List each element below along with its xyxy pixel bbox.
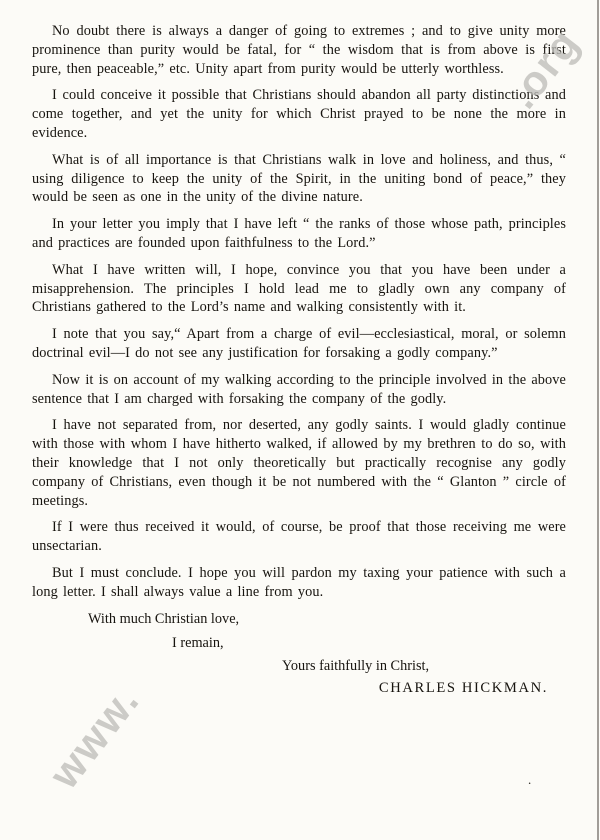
- paragraph: I could conceive it possible that Christians should abandon all party distinctions and come together, and yet the unity for which Christ prayed to be none the more in evidence.: [32, 87, 566, 141]
- closing-line-love: With much Christian love,: [88, 610, 240, 627]
- scan-edge-line: [597, 0, 599, 840]
- paragraph: Now it is on account of my walking according to the principle involved in the above sentence that I am charged with forsaking the company of the godly.: [32, 371, 566, 407]
- stray-ink-mark: .: [528, 772, 532, 787]
- paragraph: What I have written will, I hope, convince you that you have been under a misapprehension. The principles I hold lead me to gladly own any company of Christians gathered to the Lord’s name and walking consistently with it.: [32, 261, 566, 316]
- watermark-fragment-top: .org: [498, 19, 589, 117]
- closing-line-remain: I remain,: [172, 634, 224, 651]
- paragraph: I have not separated from, nor deserted, any godly saints. I would gladly continue with those with whom I have hitherto walked, if allowed by my brethren to do so, with their knowledge that I not only theoretically but practically recognise any godly company of Christians, even though it be not numbered with the “ Glanton ” circle of meetings.: [32, 417, 566, 509]
- watermark-fragment-bottom: www.: [40, 676, 149, 797]
- paragraph: What is of all importance is that Christians walk in love and holiness, and thus, “ using diligence to keep the unity of the Spirit, in the uniting bond of peace,” they would be seen as one in the unity of the divine nature.: [32, 151, 566, 206]
- paragraph: If I were thus received it would, of course, be proof that those receiving me were unsectarian.: [32, 519, 566, 555]
- paragraph: No doubt there is always a danger of going to extremes ; and to give unity more prominence than purity would be fatal, for “ the wisdom that is from above is first pure, then peaceable,” etc. Unity apart from purity would be utterly worthless.: [32, 23, 566, 77]
- letter-closing: [32, 610, 566, 698]
- signature: CHARLES HICKMAN.: [378, 679, 548, 696]
- paragraph: But I must conclude. I hope you will pardon my taxing your patience with such a long letter. I shall always value a line from you.: [32, 564, 566, 600]
- closing-line-yours: Yours faithfully in Christ,: [282, 657, 430, 674]
- paragraph: In your letter you imply that I have left “ the ranks of those whose path, principles and practices are founded upon faithfulness to the Lord.”: [32, 216, 566, 251]
- paragraph: I note that you say,“ Apart from a charge of evil—ecclesiastical, moral, or solemn doctrinal evil—I do not see any justification for forsaking a godly company.”: [32, 326, 566, 361]
